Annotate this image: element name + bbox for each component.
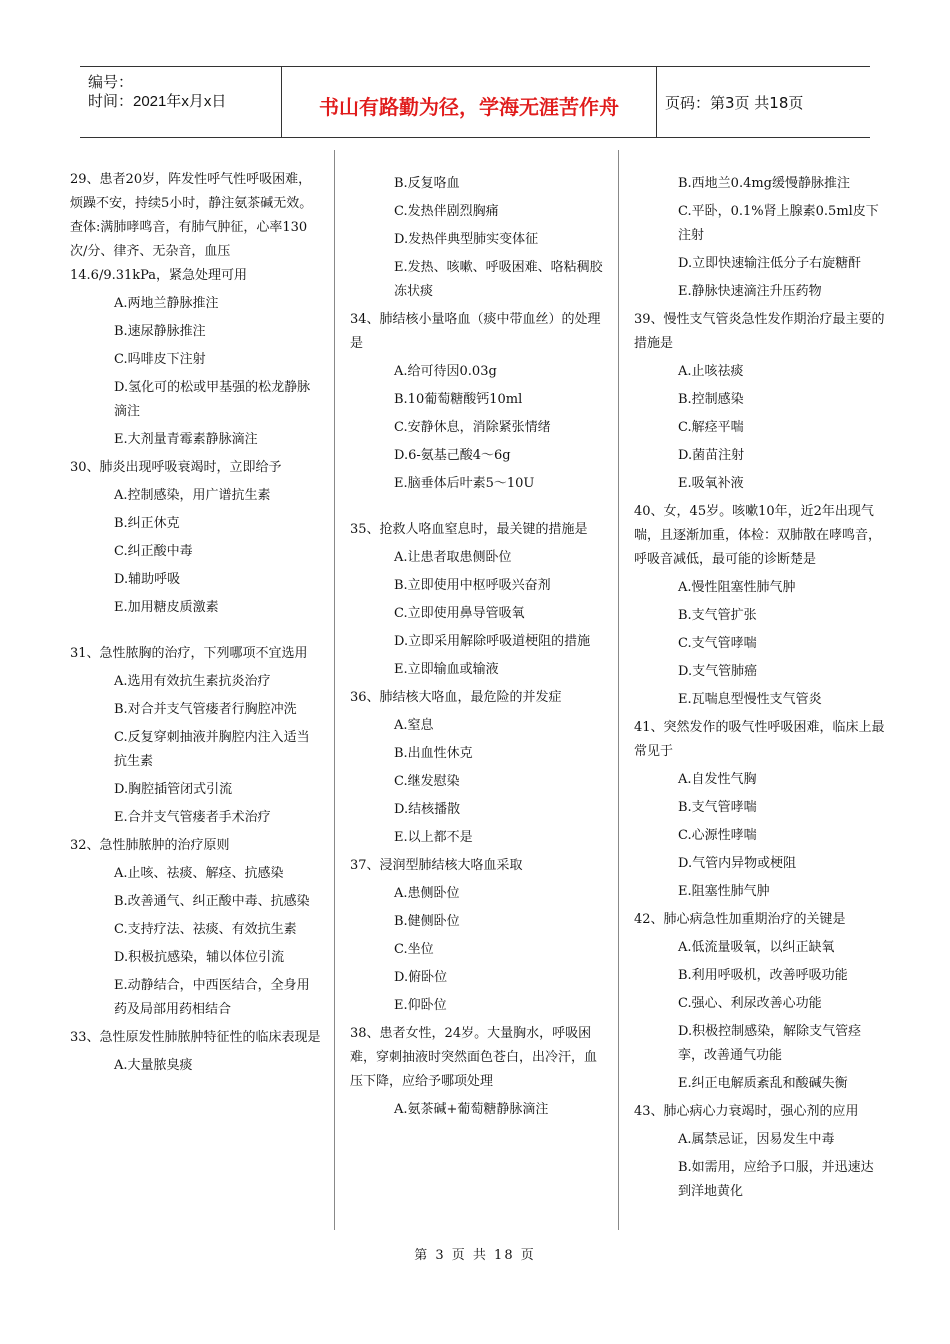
answer-option: C.强心、利尿改善心功能 [678, 996, 822, 1011]
question-stem: 42、肺心病急性加重期治疗的关键是 [634, 912, 846, 927]
question-stem: 35、抢救人咯血窒息时，最关键的措施是 [350, 522, 588, 537]
answer-option: B.控制感染 [678, 392, 744, 407]
answer-option: B.支气管哮喘 [678, 800, 757, 815]
answer-option: B.立即使用中枢呼吸兴奋剂 [394, 578, 551, 593]
answer-option: A.选用有效抗生素抗炎治疗 [114, 674, 271, 689]
question-block [634, 908, 886, 1096]
question-stem: 29、患者20岁，阵发性呼气性呼吸困难，烦躁不安，持续5小时，静注氨茶碱无效。查体:满肺哮鸣音，有肺气肿征，心率130次/分、律齐、无杂音，血压14.6/9.31kPa，紧急处理可用 [70, 172, 313, 283]
answer-option: D.辅助呼吸 [114, 572, 181, 587]
time-label: 时间：2021年x月x日 [88, 93, 227, 110]
question-stem: 43、肺心病心力衰竭时，强心剂的应用 [634, 1104, 859, 1119]
answer-option: D.气管内异物或梗阻 [678, 856, 797, 871]
question-stem: 36、肺结核大咯血，最危险的并发症 [350, 690, 562, 705]
answer-option: E.仰卧位 [394, 998, 447, 1013]
question-block [350, 854, 606, 1018]
question-block [634, 500, 886, 712]
answer-option: A.患侧卧位 [394, 886, 460, 901]
answer-option: A.止咳祛痰 [678, 364, 744, 379]
question-block [634, 716, 886, 904]
answer-option: A.低流量吸氧，以纠正缺氧 [678, 940, 835, 955]
question-stem: 39、慢性支气管炎急性发作期治疗最主要的措施是 [634, 312, 885, 351]
answer-option: D.发热伴典型肺实变体征 [394, 232, 539, 247]
answer-option: B.如需用，应给予口服，并迅速达到洋地黄化 [678, 1160, 874, 1199]
answer-option: E.静脉快速滴注升压药物 [678, 284, 822, 299]
answer-option: B.10葡萄糖酸钙10ml [394, 392, 523, 407]
question-stem: 31、急性脓胸的治疗，下列哪项不宜选用 [70, 646, 308, 661]
answer-option: B.对合并支气管瘘者行胸腔冲洗 [114, 702, 297, 717]
answer-option: E.立即输血或输液 [394, 662, 499, 677]
answer-option: B.健侧卧位 [394, 914, 460, 929]
answer-option: D.胸腔插管闭式引流 [114, 782, 233, 797]
question-block [350, 308, 606, 496]
answer-option: B.纠正休克 [114, 516, 180, 531]
answer-option: B.西地兰0.4mg缓慢静脉推注 [678, 176, 851, 191]
answer-option: C.支气管哮喘 [678, 636, 757, 651]
answer-option: C.解痉平喘 [678, 420, 744, 435]
answer-option: D.立即快速输注低分子右旋糖酐 [678, 256, 862, 271]
answer-option: E.发热、咳嗽、呼吸困难、咯粘稠胶冻状痰 [394, 260, 603, 299]
answer-option: A.控制感染，用广谱抗生素 [114, 488, 271, 503]
answer-option: C.安静休息，消除紧张情绪 [394, 420, 551, 435]
answer-option: A.氨茶碱+葡萄糖静脉滴注 [394, 1102, 549, 1117]
answer-option: D.结核播散 [394, 802, 461, 817]
answer-option: D.6-氨基己酸4～6g [394, 448, 511, 463]
answer-option: D.氢化可的松或甲基强的松龙静脉滴注 [114, 380, 311, 419]
question-block [634, 172, 886, 304]
answer-option: D.俯卧位 [394, 970, 448, 985]
answer-option: D.立即采用解除呼吸道梗阻的措施 [394, 634, 591, 649]
answer-option: B.出血性休克 [394, 746, 473, 761]
answer-option: E.纠正电解质紊乱和酸碱失衡 [678, 1076, 848, 1091]
column-divider [618, 150, 619, 1230]
question-stem: 32、急性肺脓肿的治疗原则 [70, 838, 230, 853]
answer-option: A.让患者取患侧卧位 [394, 550, 512, 565]
page-header [80, 66, 870, 138]
answer-option: B.利用呼吸机，改善呼吸功能 [678, 968, 848, 983]
answer-option: D.菌苗注射 [678, 448, 745, 463]
question-stem: 37、浸润型肺结核大咯血采取 [350, 858, 523, 873]
question-stem: 38、患者女性，24岁。大量胸水，呼吸困难，穿刺抽液时突然面色苍白，出冷汗，血压下降，应给予哪项处理 [350, 1026, 598, 1089]
question-block [350, 686, 606, 850]
answer-option: D.支气管肺癌 [678, 664, 758, 679]
answer-option: D.积极抗感染，辅以体位引流 [114, 950, 285, 965]
answer-option: B.改善通气、纠正酸中毒、抗感染 [114, 894, 310, 909]
question-stem: 34、肺结核小量咯血（痰中带血丝）的处理是 [350, 312, 601, 351]
column-1 [70, 168, 322, 1082]
number-label: 编号： [88, 74, 134, 91]
question-block [70, 168, 322, 452]
question-block [70, 1026, 322, 1078]
answer-option: C.吗啡皮下注射 [114, 352, 206, 367]
question-stem: 40、女，45岁。咳嗽10年，近2年出现气喘，且逐渐加重，体检：双肺散在哮鸣音，呼吸音减低，最可能的诊断楚是 [634, 504, 882, 567]
answer-option: E.阻塞性肺气肿 [678, 884, 770, 899]
answer-option: B.反复咯血 [394, 176, 460, 191]
answer-option: A.止咳、祛痰、解痉、抗感染 [114, 866, 284, 881]
answer-option: C.反复穿刺抽液并胸腔内注入适当抗生素 [114, 730, 310, 769]
answer-option: C.发热伴剧烈胸痛 [394, 204, 499, 219]
answer-option: B.支气管扩张 [678, 608, 757, 623]
answer-option: E.瓦喘息型慢性支气管炎 [678, 692, 822, 707]
answer-option: E.吸氧补液 [678, 476, 744, 491]
answer-option: C.坐位 [394, 942, 434, 957]
question-stem: 30、肺炎出现呼吸衰竭时，立即给予 [70, 460, 282, 475]
question-block [634, 308, 886, 496]
question-block [350, 172, 606, 304]
answer-option: D.积极控制感染，解除支气管痉挛，改善通气功能 [678, 1024, 862, 1063]
question-block [70, 456, 322, 620]
answer-option: E.加用糖皮质激素 [114, 600, 219, 615]
answer-option: C.平卧，0.1%肾上腺素0.5ml皮下注射 [678, 204, 879, 243]
answer-option: E.脑垂体后叶素5～10U [394, 476, 535, 491]
header-motto: 书山有路勤为径，学海无涯苦作舟 [282, 67, 657, 137]
answer-option: E.动静结合，中西医结合，全身用药及局部用药相结合 [114, 978, 310, 1017]
header-page-label: 页码：第3页 共18页 [665, 93, 804, 112]
answer-option: C.纠正酸中毒 [114, 544, 193, 559]
answer-option: A.属禁忌证，因易发生中毒 [678, 1132, 835, 1147]
answer-option: A.自发性气胸 [678, 772, 757, 787]
answer-option: E.合并支气管瘘者手术治疗 [114, 810, 271, 825]
answer-option: E.大剂量青霉素静脉滴注 [114, 432, 258, 447]
column-2 [350, 168, 606, 1126]
question-block [70, 642, 322, 830]
answer-option: C.支持疗法、祛痰、有效抗生素 [114, 922, 297, 937]
answer-option: A.慢性阻塞性肺气肿 [678, 580, 796, 595]
question-stem: 41、突然发作的吸气性呼吸困难，临床上最常见于 [634, 720, 885, 759]
answer-option: C.心源性哮喘 [678, 828, 757, 843]
answer-option: B.速尿静脉推注 [114, 324, 206, 339]
question-block [350, 518, 606, 682]
answer-option: C.继发慰染 [394, 774, 460, 789]
question-block [70, 834, 322, 1022]
question-block [634, 1100, 886, 1204]
answer-option: A.大量脓臭痰 [114, 1058, 193, 1073]
answer-option: C.立即使用鼻导管吸氧 [394, 606, 525, 621]
answer-option: A.两地兰静脉推注 [114, 296, 219, 311]
question-stem: 33、急性原发性肺脓肿特征性的临床表现是 [70, 1030, 321, 1045]
column-divider [334, 150, 335, 1230]
page-footer: 第 3 页 共 18 页 [414, 1248, 536, 1263]
answer-option: A.窒息 [394, 718, 434, 733]
column-3 [634, 168, 886, 1208]
answer-option: A.给可待因0.03g [394, 364, 497, 379]
header-meta [80, 67, 282, 137]
question-block [350, 1022, 606, 1122]
answer-option: E.以上都不是 [394, 830, 473, 845]
